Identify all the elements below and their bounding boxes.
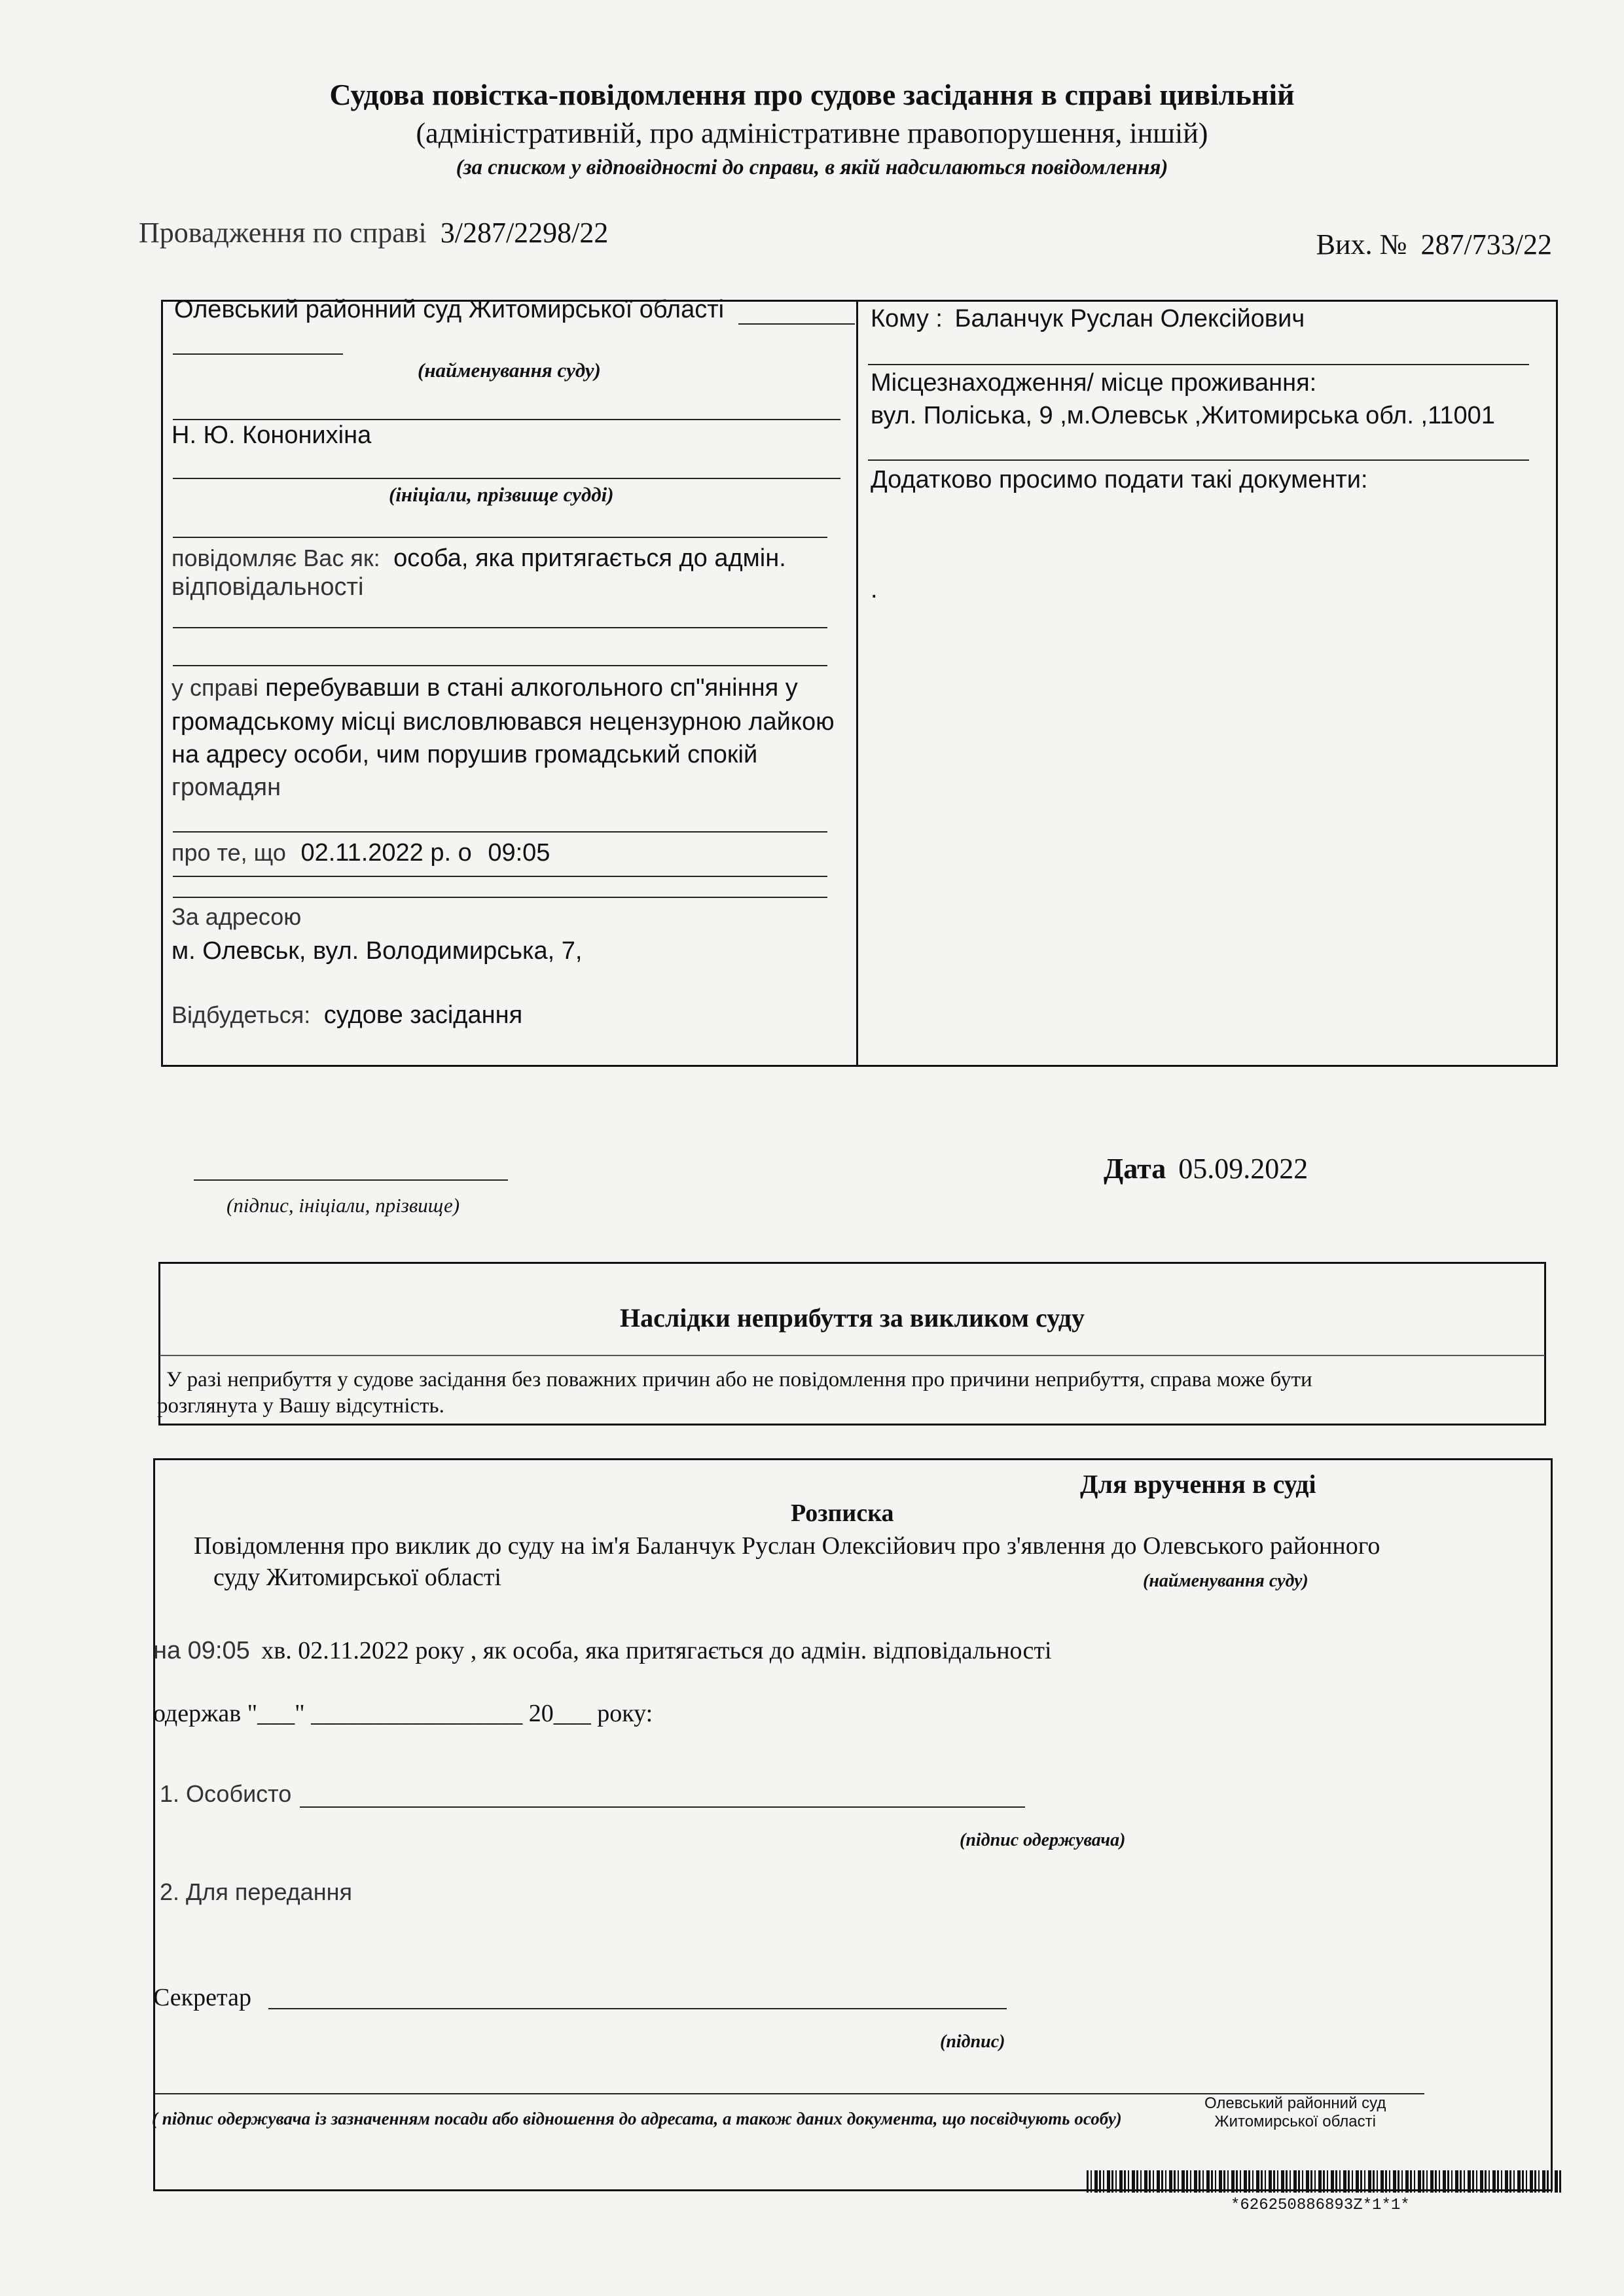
case-label: у справі xyxy=(171,674,259,701)
consequences-rule xyxy=(160,1355,1545,1356)
proceeding xyxy=(139,216,608,249)
personally-line xyxy=(300,1806,1025,1808)
receipt-for-transfer: 2. Для передання xyxy=(160,1878,352,1905)
docs-label: Додатково просимо подати такі документи: xyxy=(871,466,1368,493)
judge-name: Н. Ю. Кононихіна xyxy=(171,422,372,449)
case-line-1 xyxy=(171,674,798,702)
receipt-line-1: Повідомлення про виклик до суду на ім'я Баланчук Руслан Олексійович про з'явлення до Олевського районного xyxy=(194,1532,1380,1560)
when-line2 xyxy=(173,897,827,898)
document-note: (за списком у відповідності до справи, в якій надсилаються повідомлення) xyxy=(456,156,1168,179)
barcode xyxy=(1087,2170,1562,2193)
barcode-number: *626250886893Z*1*1* xyxy=(1231,2197,1410,2214)
location-value: вул. Поліська, 9 ,м.Олевськ ,Житомирська обл. ,11001 xyxy=(871,402,1495,429)
notify-line xyxy=(173,627,827,628)
court-name: Олевський районний суд Житомирської області xyxy=(174,296,725,323)
location-line xyxy=(868,459,1529,461)
court-stamp xyxy=(1204,2094,1386,2131)
proceeding-number: 3/287/2298/22 xyxy=(440,217,609,249)
judge-line xyxy=(173,478,840,479)
consequences-text-1: У разі неприбуття у судове засідання без поважних причин або не повідомлення про причини неприбуття, справа може бути xyxy=(166,1368,1312,1391)
when-line xyxy=(173,876,827,877)
summons-divider xyxy=(856,300,858,1067)
court-caption: (найменування суду) xyxy=(418,359,601,382)
when-label: про те, що xyxy=(171,839,286,866)
secretary-line xyxy=(268,2008,1007,2009)
notify-row xyxy=(171,545,786,573)
to-label: Кому : xyxy=(871,305,943,332)
when-time: 09:05 xyxy=(488,839,550,867)
receipt-footer-caption: ( підпис одержувача із зазначенням посади або відношення до адресата, а також даних документа, що посвідчують особу) xyxy=(152,2109,1122,2128)
receipt-time-prefix: на 09:05 xyxy=(153,1637,250,1664)
notify-value-2: відповідальності xyxy=(171,573,364,601)
signature-caption: (підпис, ініціали, прізвище) xyxy=(226,1194,460,1217)
notify-value: особа, яка притягається до адмін. xyxy=(393,545,786,572)
event-value: судове засідання xyxy=(323,1001,523,1029)
date-value: 05.09.2022 xyxy=(1178,1153,1308,1185)
case-line-3: на адресу особи, чим порушив громадський спокій xyxy=(171,741,758,768)
address-label: За адресою xyxy=(171,903,302,930)
event-row xyxy=(171,1001,522,1030)
notify-line2 xyxy=(173,665,827,666)
receipt-received: одержав "___" _________________ 20___ року: xyxy=(153,1700,653,1727)
when-date: 02.11.2022 р. о xyxy=(300,839,472,867)
judge-caption: (ініціали, прізвище судді) xyxy=(389,483,614,506)
receipt-title: Розписка xyxy=(791,1499,894,1527)
consequences-text-2: розглянута у Вашу відсутність. xyxy=(157,1394,444,1418)
court-name-line2 xyxy=(173,353,343,355)
recipient-sig-caption: (підпис одержувача) xyxy=(960,1830,1126,1850)
receipt-time-row xyxy=(153,1636,1052,1665)
to-value: Баланчук Руслан Олексійович xyxy=(954,305,1305,332)
docs-value: . xyxy=(871,576,878,603)
receipt-line-2: суду Житомирської області xyxy=(213,1564,501,1591)
signature-line xyxy=(194,1179,508,1181)
notify-label: повідомляє Вас як: xyxy=(171,545,380,571)
case-line-4: громадян xyxy=(171,774,281,801)
document-title: Судова повістка-повідомлення про судове засідання в справі цивільній xyxy=(329,78,1295,111)
outgoing-label: Вих. № xyxy=(1316,228,1407,260)
outgoing-number xyxy=(1316,228,1552,261)
case-line-2: громадському місці висловлювався нецензурною лайкою xyxy=(171,708,835,736)
court-line3 xyxy=(173,419,840,420)
secretary-sig-caption: (підпис) xyxy=(940,2032,1005,2052)
outgoing-value: 287/733/22 xyxy=(1420,228,1552,260)
to-line xyxy=(868,364,1529,365)
to-row xyxy=(871,305,1305,333)
stamp-line-2: Житомирської області xyxy=(1214,2113,1376,2130)
case-line xyxy=(173,831,827,833)
receipt-for-court: Для вручення в суді xyxy=(1080,1469,1316,1499)
consequences-title: Наслідки неприбуття за викликом суду xyxy=(620,1303,1085,1333)
receipt-secretary: Секретар xyxy=(153,1984,251,2011)
proceeding-label: Провадження по справі xyxy=(139,217,427,249)
court-name-line xyxy=(738,323,855,325)
receipt-time-rest: хв. 02.11.2022 року , як особа, яка притягається до адмін. відповідальності xyxy=(261,1637,1052,1664)
document-subtitle: (адміністративній, про адміністративне правопорушення, іншій) xyxy=(416,117,1208,149)
judge-line2 xyxy=(173,537,827,538)
receipt-personally: 1. Особисто xyxy=(160,1780,292,1807)
event-label: Відбудеться: xyxy=(171,1001,311,1028)
address-value: м. Олевськ, вул. Володимирська, 7, xyxy=(171,937,583,965)
stamp-line-1: Олевський районний суд xyxy=(1204,2094,1386,2112)
receipt-court-caption: (найменування суду) xyxy=(1143,1571,1308,1591)
date-row xyxy=(1104,1152,1308,1185)
case-text-1: перебувавши в стані алкогольного сп"яніння у xyxy=(265,674,798,702)
when-row xyxy=(171,839,550,867)
location-label: Місцезнаходження/ місце проживання: xyxy=(871,369,1317,397)
date-label: Дата xyxy=(1104,1153,1166,1185)
